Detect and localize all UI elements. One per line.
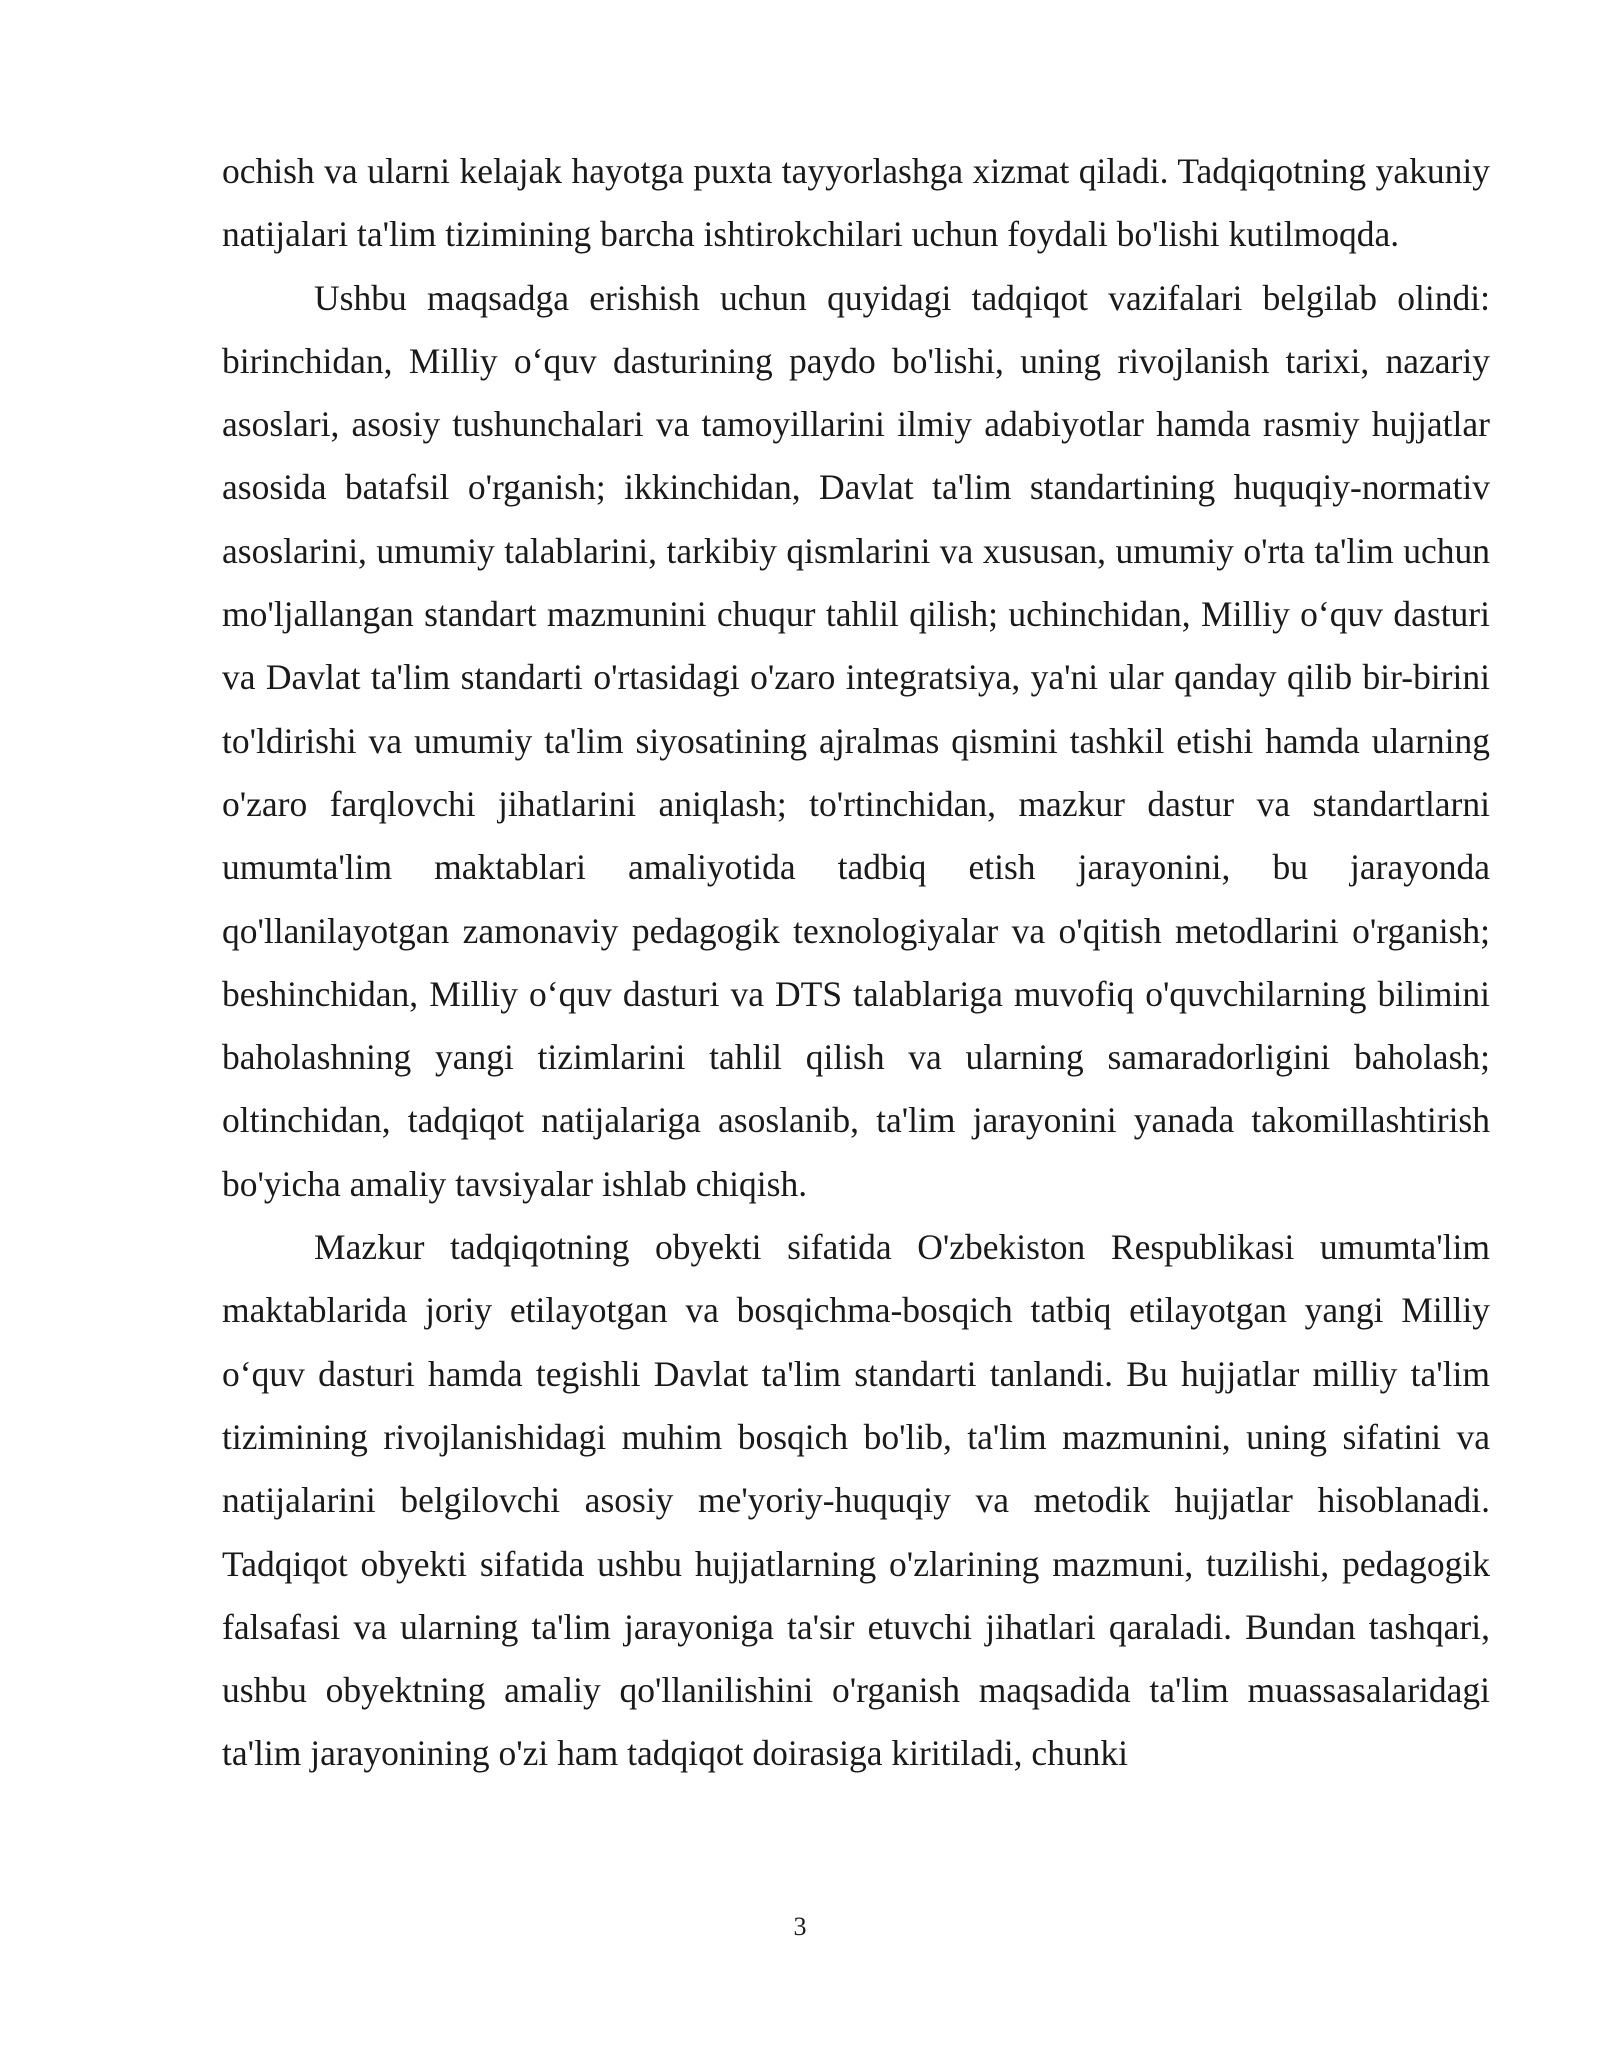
paragraph-research-object: Mazkur tadqiqotning obyekti sifatida O'zbekiston Respublikasi umumta'lim maktablarida joriy etilayotgan va bosqichma-bosqich tatbiq etilayotgan yangi Milliy o‘quv dasturi hamda tegishli Davlat ta'lim standarti tanlandi. Bu hujjatlar milliy ta'lim tizimining rivojlanishidagi muhim bosqich bo'lib, ta'lim mazmunini, uning sifatini va natijalarini belgilovchi asosiy me'yoriy-huquqiy va metodik hujjatlar hisoblanadi. Tadqiqot obyekti sifatida ushbu hujjatlarning o'zlarining mazmuni, tuzilishi, pedagogik falsafasi va ularning ta'lim jarayoniga ta'sir etuvchi jihatlari qaraladi. Bundan tashqari, ushbu obyektning amaliy qo'llanilishini o'rganish maqsadida ta'lim muassasalaridagi ta'lim jarayonining o'zi ham tadqiqot doirasiga kiritiladi, chunki: [222, 1227, 1490, 1774]
page-number: 3: [793, 1912, 807, 1941]
body-text: [222, 140, 1490, 1786]
paragraph-research-tasks: Ushbu maqsadga erishish uchun quyidagi tadqiqot vazifalari belgilab olindi: birinchidan, Milliy o‘quv dasturining paydo bo'lishi, uning rivojlanish tarixi, nazariy asoslari, asosiy tushunchalari va tamoyillarini ilmiy adabiyotlar hamda rasmiy hujjatlar asosida batafsil o'rganish; ikkinchidan, Davlat ta'lim standartining huquqiy-normativ asoslarini, umumiy talablarini, tarkibiy qismlarini va xususan, umumiy o'rta ta'lim uchun mo'ljallangan standart mazmunini chuqur tahlil qilish; uchinchidan, Milliy o‘quv dasturi va Davlat ta'lim standarti o'rtasidagi o'zaro integratsiya, ya'ni ular qanday qilib bir-birini to'ldirishi va umumiy ta'lim siyosatining ajralmas qismini tashkil etishi hamda ularning o'zaro farqlovchi jihatlarini aniqlash; to'rtinchidan, mazkur dastur va standartlarni umumta'lim maktablari amaliyotida tadbiq etish jarayonini, bu jarayonda qo'llanilayotgan zamonaviy pedagogik texnologiyalar va o'qitish metodlarini o'rganish; beshinchidan, Milliy o‘quv dasturi va DTS talablariga muvofiq o'quvchilarning bilimini baholashning yangi tizimlarini tahlil qilish va ularning samaradorligini baholash; oltinchidan, tadqiqot natijalariga asoslanib, ta'lim jarayonini yanada takomillashtirish bo'yicha amaliy tavsiyalar ishlab chiqish.: [222, 277, 1490, 1204]
paragraph-continuation: ochish va ularni kelajak hayotga puxta tayyorlashga xizmat qiladi. Tadqiqotning yakuniy natijalari ta'lim tizimining barcha ishtirokchilari uchun foydali bo'lishi kutilmoqda.: [222, 151, 1490, 255]
